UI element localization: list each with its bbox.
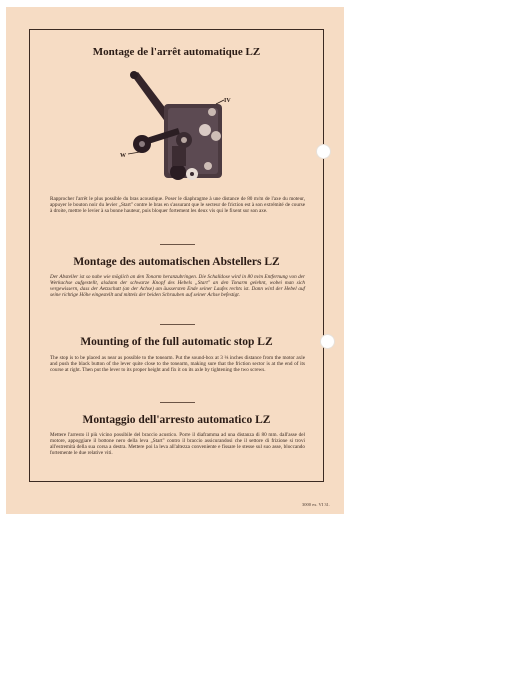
section-title-it: Montaggio dell'arresto automatico LZ bbox=[82, 414, 271, 426]
figure-label-w: W bbox=[120, 153, 126, 159]
punch-hole bbox=[320, 334, 335, 349]
page-frame bbox=[29, 29, 324, 482]
section-title-fr: Montage de l'arrêt automatique LZ bbox=[92, 46, 261, 58]
section-text-en: The stop is to be placed as near as possible to the tonearm. Put the sound-box at 3 ⅛ inches distance from the motor axle and push the black button of the lever quite close to the tonearm, making sure that the friction sector is at the end of its course at right. Then put the lever to its proper height and fix it on its axle by tightening the two screws. bbox=[50, 355, 305, 374]
section-divider bbox=[160, 244, 195, 245]
section-title-en: Mounting of the full automatic stop LZ bbox=[80, 336, 273, 348]
section-text-it: Mettere l'arresto il più vicino possibile del braccio acustico. Porre il diaframma ad una distanza di 80 mm. dall'asse del motore, appoggiare il bottone nero della leva „Start" contro il braccio assicurandosi che il settore di frizione si trovi all'estremità della sua corsa a destra. Mettere poi la leva all'altezza conveniente e fissare le stesse sul suo asse, bloccando fortemente le due relative viti. bbox=[50, 432, 305, 457]
print-run-note: 3000 ex. VI 31. bbox=[301, 502, 330, 507]
figure-label-iv: IV bbox=[224, 98, 231, 104]
section-text-fr: Rapprocher l'arrêt le plus possible du bras acoustique. Poser le diaphragme à une distance de 80 m/m de l'axe du moteur, appuyer le bouton noir du levier „Start" contre le bras en s'assurant que le secteur de friction est à son extrémité de course à droite, mettre le levier à sa bonne hauteur, puis bloquer fortement les deux vis qui le fixent sur son axe. bbox=[50, 196, 305, 215]
document-page bbox=[6, 7, 344, 514]
section-divider bbox=[160, 324, 195, 325]
section-text-de: Der Absteller ist so nahe wie möglich an den Tonarm heranzubringen. Die Schalldose wird in 80 m/m Entfernung von der Werkachse aufgestellt, alsdann der schwarze Knopf des Hebels „Start" an den Tonarm gelehnt, wobei man sich vergewissern, dass der Aetzschutt (an der Achse) am äussersten Ende seiner Laufes rechts ist. Dann wird der Hebel auf seine richtige Höhe eingestellt und mittels der beiden Schrauben auf seiner Achse befestigt. bbox=[50, 274, 305, 299]
section-divider bbox=[160, 402, 195, 403]
stop-mechanism-illustration bbox=[120, 70, 235, 188]
section-title-de: Montage des automatischen Abstellers LZ bbox=[73, 256, 280, 268]
punch-hole bbox=[316, 144, 331, 159]
